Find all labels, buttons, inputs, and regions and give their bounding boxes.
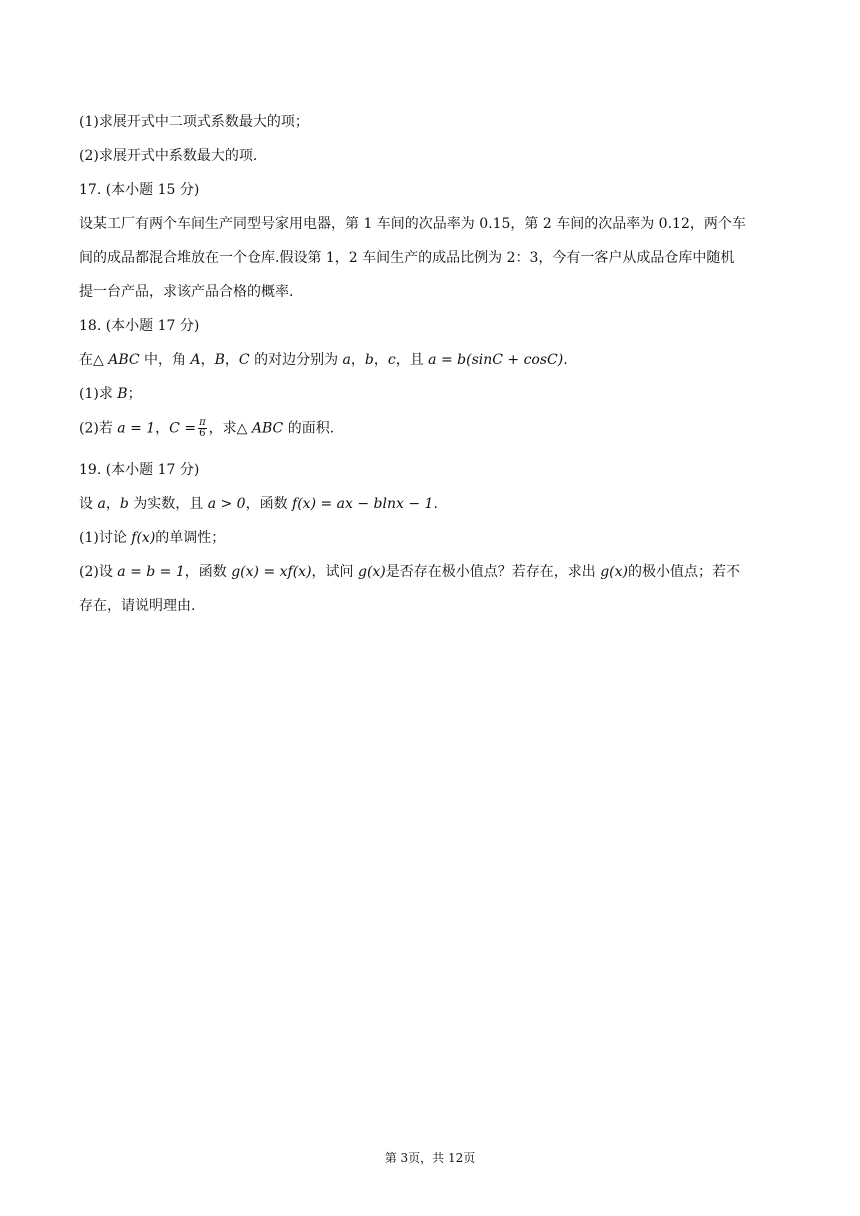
text: ，函数 <box>245 496 293 512</box>
var-b: b <box>119 496 129 512</box>
text: ， <box>200 352 215 368</box>
condition: a > 0 <box>207 496 246 512</box>
function-f: f(x) <box>131 530 156 546</box>
text: ， <box>373 352 388 368</box>
text: ， <box>224 352 239 368</box>
text: 的单调性； <box>155 530 226 546</box>
fraction <box>198 418 207 439</box>
text: ，求 <box>208 420 237 437</box>
text: ， <box>155 420 170 437</box>
q16-part2: (2)求展开式中系数最大的项. <box>79 148 258 164</box>
q19-stem <box>79 494 438 514</box>
text: 中，角 <box>139 352 191 368</box>
triangle-abc: △ ABC <box>93 352 140 368</box>
var-b: b <box>364 352 374 368</box>
text: (1)求 <box>79 386 118 402</box>
var-a: a <box>97 496 106 512</box>
q19-part2-line2: 存在，请说明理由. <box>79 598 196 614</box>
text: (2)设 <box>79 564 118 580</box>
equation: C = <box>169 420 197 437</box>
q16-part1: (1)求展开式中二项式系数最大的项； <box>79 114 309 130</box>
q18-header: 18. (本小题 17 分) <box>79 318 200 334</box>
text: . <box>563 352 568 368</box>
equation: a = b = 1 <box>117 564 185 580</box>
text: ， <box>350 352 365 368</box>
q19-header: 19. (本小题 17 分) <box>79 462 200 478</box>
text: . <box>433 496 438 512</box>
function-f: f(x) = ax − blnx − 1 <box>292 496 434 512</box>
var-B: B <box>214 352 225 368</box>
var-c: c <box>387 352 396 368</box>
var-B: B <box>117 386 128 402</box>
text: ，函数 <box>184 564 232 580</box>
triangle-abc: △ ABC <box>236 420 284 437</box>
text: 的极小值点；若不 <box>628 564 740 580</box>
function-g: g(x) = xf(x) <box>231 564 312 580</box>
q17-line2: 间的成品都混合堆放在一个仓库.假设第 1，2 车间生产的成品比例为 2：3，今有一客户从成品仓库中随机 <box>79 250 735 266</box>
var-a: a <box>342 352 351 368</box>
equation: a = b(sinC + cosC) <box>428 352 564 368</box>
q18-part1 <box>79 384 142 404</box>
fraction-denominator: 6 <box>199 428 206 439</box>
text: ，试问 <box>311 564 358 580</box>
q17-header: 17. (本小题 15 分) <box>79 182 200 198</box>
text: 的对边分别为 <box>249 352 343 368</box>
q18-stem <box>79 350 568 370</box>
text: (1)讨论 <box>79 530 132 546</box>
function-g: g(x) <box>600 564 628 580</box>
text: 的面积. <box>283 420 335 437</box>
q19-part1 <box>79 528 225 548</box>
q18-part2 <box>79 418 334 439</box>
text: ； <box>127 386 142 402</box>
var-C: C <box>238 352 250 368</box>
page-footer: 第 3页，共 12页 <box>384 1151 476 1165</box>
q17-line1: 设某工厂有两个车间生产同型号家用电器，第 1 车间的次品率为 0.15，第 2 车间的次品率为 0.12，两个车 <box>79 216 746 232</box>
var-A: A <box>190 352 201 368</box>
text: 是否存在极小值点？若存在，求出 <box>385 564 601 580</box>
text: ， <box>105 496 120 512</box>
fraction-numerator: π <box>199 417 206 428</box>
equation: a = 1 <box>117 420 156 437</box>
text: (2)若 <box>79 420 118 437</box>
text: 在 <box>79 352 93 368</box>
function-g: g(x) <box>357 564 386 580</box>
text: ，且 <box>395 352 429 368</box>
q17-line3: 提一台产品，求该产品合格的概率. <box>79 284 294 300</box>
text: 设 <box>79 496 98 512</box>
text: 为实数，且 <box>128 496 208 512</box>
q19-part2 <box>79 562 740 582</box>
